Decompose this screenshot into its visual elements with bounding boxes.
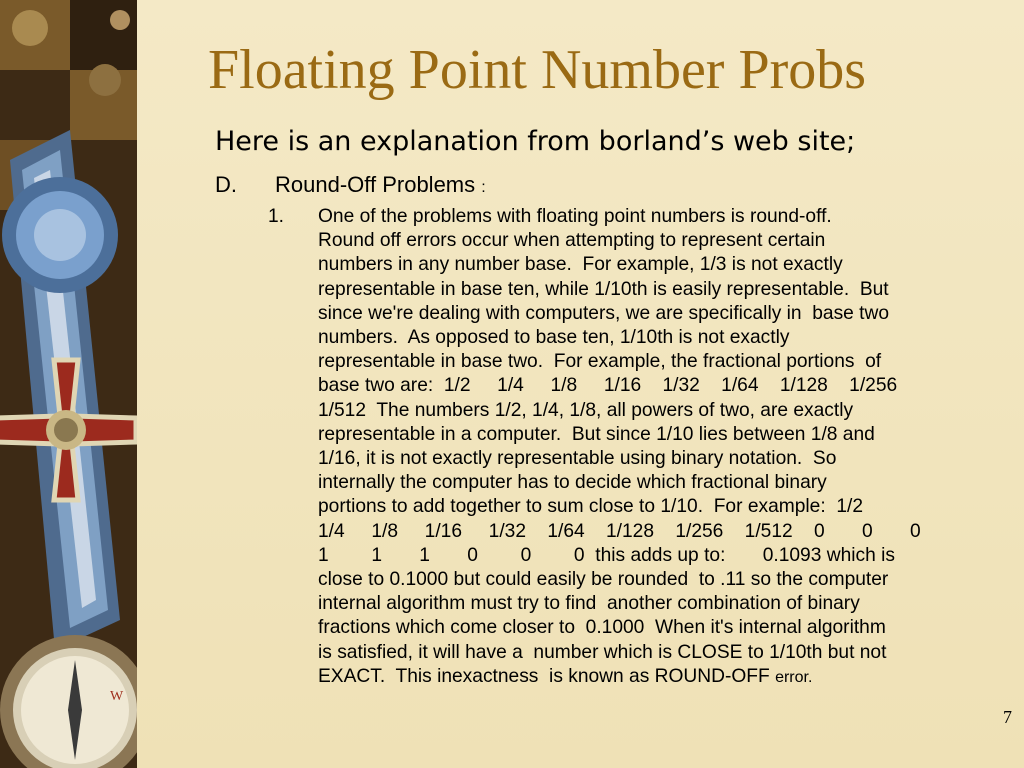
svg-text:W: W	[110, 689, 124, 704]
item-line: is satisfied, it will have a number which is CLOSE to 1/10th but not	[318, 641, 887, 663]
item-line: numbers. As opposed to base ten, 1/10th is not exactly	[318, 327, 790, 349]
item-line: portions to add together to sum close to 1/10. For example: 1/2	[318, 496, 864, 518]
item-last-line-small: error.	[775, 668, 813, 686]
item-line: Round off errors occur when attempting to represent certain	[318, 230, 826, 252]
item-line: representable in a computer. But since 1/10 lies between 1/8 and	[318, 423, 875, 445]
item-line: representable in base two. For example, the fractional portions of	[318, 351, 882, 373]
item-line: 1/16, it is not exactly representable using binary notation. So	[318, 448, 837, 470]
item-line: 1 1 1 0 0 0 this adds up to: 0.1093 which is	[318, 544, 895, 566]
item-line: representable in base ten, while 1/10th is easily representable. But	[318, 278, 889, 300]
item-line: close to 0.1000 but could easily be rounded to .11 so the computer	[318, 569, 889, 591]
section-colon: :	[481, 179, 486, 196]
item-line: since we're dealing with computers, we are specifically in base two	[318, 302, 890, 324]
item-line: internally the computer has to decide which fractional binary	[318, 472, 827, 494]
item-number: 1.	[268, 206, 285, 227]
item-line: internal algorithm must try to find another combination of binary	[318, 593, 860, 615]
item-last-line	[318, 665, 1008, 690]
item-line: 1/4 1/8 1/16 1/32 1/64 1/128 1/256 1/512 0 0 0	[318, 520, 921, 542]
item-line: base two are: 1/2 1/4 1/8 1/16 1/32 1/64 1/128 1/256	[318, 375, 898, 397]
medal-compass-illustration	[0, 0, 137, 768]
slide-subtitle: Here is an explanation from borland’s web site;	[215, 126, 856, 157]
item-line: 1/512 The numbers 1/2, 1/4, 1/8, all powers of two, are exactly	[318, 399, 854, 421]
slide-title: Floating Point Number Probs	[208, 39, 867, 101]
section-marker: D.	[215, 172, 237, 197]
section-title: Round-Off Problems	[275, 172, 476, 197]
item-last-line-main: EXACT. This inexactness is known as ROUND-OFF	[318, 665, 776, 687]
page-number: 7	[1003, 707, 1012, 727]
item-body	[318, 205, 1008, 690]
item-line: numbers in any number base. For example, 1/3 is not exactly	[318, 254, 843, 276]
decorative-photo-medal-compass	[0, 0, 137, 768]
item-line: One of the problems with floating point numbers is round-off.	[318, 206, 832, 227]
item-line: fractions which come closer to 0.1000 When it's internal algorithm	[318, 617, 886, 639]
section-heading	[215, 170, 486, 203]
